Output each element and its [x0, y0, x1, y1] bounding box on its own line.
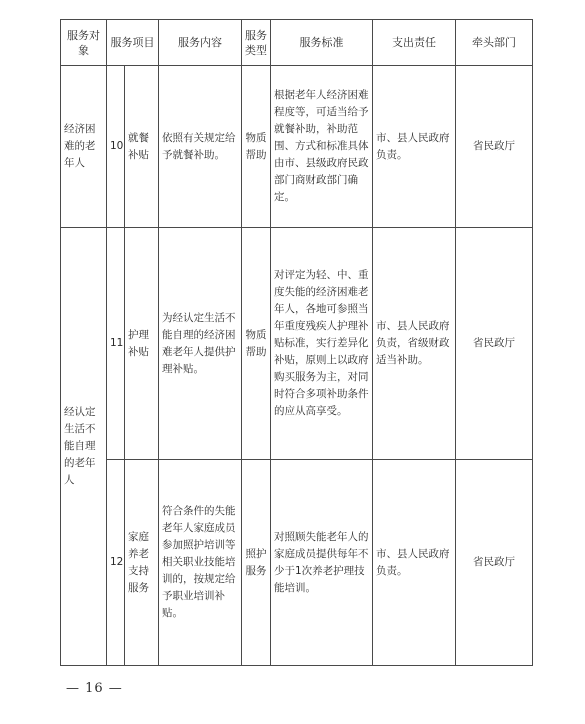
standard-cell: 对评定为轻、中、重度失能的经济困难老年人，各地可参照当年重度残疾人护理补贴标准，实行差异化补贴，原则上以政府购买服务为主，对同时符合多项补助条件的应从高享受。	[271, 228, 373, 460]
standard-cell: 根据老年人经济困难程度等，可适当给予就餐补助，补助范围、方式和标准具体由市、县级政府民政部门商财政部门确定。	[271, 66, 373, 228]
header-item: 服务项目	[107, 20, 159, 66]
table-row	[61, 460, 533, 666]
item-number: 11	[107, 228, 125, 460]
item-cell: 家庭养老支持服务	[125, 460, 159, 666]
type-cell: 照护服务	[242, 460, 271, 666]
content-cell: 依照有关规定给予就餐补助。	[159, 66, 242, 228]
content-cell: 为经认定生活不能自理的经济困难老年人提供护理补贴。	[159, 228, 242, 460]
lead-cell: 省民政厅	[456, 66, 533, 228]
header-content: 服务内容	[159, 20, 242, 66]
payment-cell: 市、县人民政府负责，省级财政适当补助。	[373, 228, 456, 460]
header-payment: 支出责任	[373, 20, 456, 66]
target-cell: 经济困难的老年人	[61, 66, 107, 228]
table-row	[61, 228, 533, 460]
item-cell: 就餐补贴	[125, 66, 159, 228]
header-target: 服务对象	[61, 20, 107, 66]
lead-cell: 省民政厅	[456, 228, 533, 460]
service-table	[60, 19, 533, 666]
header-standard: 服务标准	[271, 20, 373, 66]
table-row	[61, 66, 533, 228]
page-number: — 16 —	[66, 681, 123, 696]
content-cell: 符合条件的失能老年人家庭成员参加照护培训等相关职业技能培训的，按规定给予职业培训补贴。	[159, 460, 242, 666]
payment-cell: 市、县人民政府负责。	[373, 66, 456, 228]
standard-cell: 对照顾失能老年人的家庭成员提供每年不少于1次养老护理技能培训。	[271, 460, 373, 666]
header-lead: 牵头部门	[456, 20, 533, 66]
type-cell: 物质帮助	[242, 66, 271, 228]
item-number: 10	[107, 66, 125, 228]
type-cell: 物质帮助	[242, 228, 271, 460]
item-number: 12	[107, 460, 125, 666]
target-cell: 经认定生活不能自理的老年人	[61, 228, 107, 666]
header-type: 服务类型	[242, 20, 271, 66]
lead-cell: 省民政厅	[456, 460, 533, 666]
header-row	[61, 20, 533, 66]
item-cell: 护理补贴	[125, 228, 159, 460]
payment-cell: 市、县人民政府负责。	[373, 460, 456, 666]
